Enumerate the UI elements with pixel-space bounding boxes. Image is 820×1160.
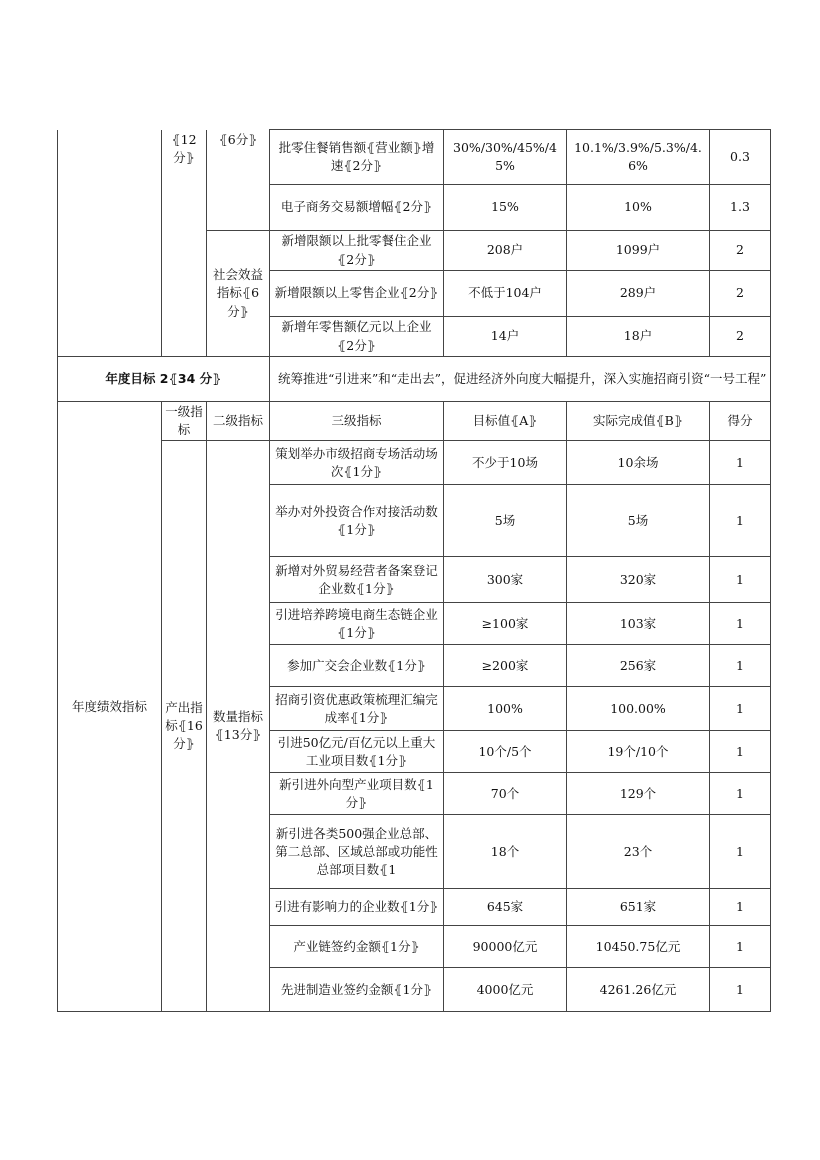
actual-value: 10450.75亿元	[567, 926, 710, 968]
score-value: 1	[710, 889, 771, 926]
indicator-name: 举办对外投资合作对接活动数⦃1分⦄	[270, 485, 444, 557]
score-value: 1	[710, 773, 771, 815]
target-value: 不少于10场	[444, 441, 567, 485]
target-value: 14户	[444, 317, 567, 357]
actual-value: 23个	[567, 815, 710, 889]
score-value: 1	[710, 557, 771, 603]
table-row	[58, 130, 771, 185]
goal2-description: 统筹推进“引进来”和“走出去”，促进经济外向度大幅提升，深入实施招商引资“一号工程”	[270, 357, 771, 402]
actual-value: 651家	[567, 889, 710, 926]
actual-value: 256家	[567, 645, 710, 687]
target-value: 15%	[444, 185, 567, 231]
target-value: 645家	[444, 889, 567, 926]
indicator-name: 引进有影响力的企业数⦃1分⦄	[270, 889, 444, 926]
actual-value: 4261.26亿元	[567, 968, 710, 1012]
section-cell: 年度绩效指标	[58, 402, 162, 1012]
target-value: 300家	[444, 557, 567, 603]
indicator-name: 产业链签约金额⦃1分⦄	[270, 926, 444, 968]
actual-value: 19个/10个	[567, 731, 710, 773]
target-value: ≥100家	[444, 603, 567, 645]
score-value: 1	[710, 603, 771, 645]
actual-value: 5场	[567, 485, 710, 557]
score-value: 1.3	[710, 185, 771, 231]
indicator-name: 策划举办市级招商专场活动场次⦃1分⦄	[270, 441, 444, 485]
indicator-name: 批零住餐销售额⦃营业额⦄增速⦃2分⦄	[270, 130, 444, 185]
target-value: 10个/5个	[444, 731, 567, 773]
section-cell-continued	[58, 130, 162, 357]
score-value: 2	[710, 271, 771, 317]
actual-value: 10%	[567, 185, 710, 231]
table-row	[58, 441, 771, 485]
actual-value: 100.00%	[567, 687, 710, 731]
indicator-name: 先进制造业签约金额⦃1分⦄	[270, 968, 444, 1012]
indicator-name: 新增对外贸易经营者备案登记企业数⦃1分⦄	[270, 557, 444, 603]
header-score: 得分	[710, 402, 771, 441]
header-level2: 二级指标	[207, 402, 270, 441]
target-value: 70个	[444, 773, 567, 815]
indicator-name: 新增限额以上零售企业⦃2分⦄	[270, 271, 444, 317]
score-value: 1	[710, 968, 771, 1012]
target-value: 18个	[444, 815, 567, 889]
level2-cell-continued: ⦃6分⦄	[207, 130, 270, 231]
target-value: 100%	[444, 687, 567, 731]
header-level3: 三级指标	[270, 402, 444, 441]
level2-cell: 数量指标⦃13分⦄	[207, 441, 270, 1012]
indicator-name: 新引进外向型产业项目数⦃1分⦄	[270, 773, 444, 815]
actual-value: 10余场	[567, 441, 710, 485]
score-value: 1	[710, 485, 771, 557]
score-value: 1	[710, 926, 771, 968]
indicator-name: 新增限额以上批零餐住企业⦃2分⦄	[270, 231, 444, 271]
indicator-name: 新引进各类500强企业总部、第二总部、区域总部或功能性总部项目数⦃1	[270, 815, 444, 889]
level2-cell-social: 社会效益指标⦃6分⦄	[207, 231, 270, 357]
target-value: 90000亿元	[444, 926, 567, 968]
level1-cell-continued: ⦃12分⦄	[162, 130, 207, 357]
actual-value: 320家	[567, 557, 710, 603]
header-target: 目标值⦃A⦄	[444, 402, 567, 441]
score-value: 2	[710, 231, 771, 271]
actual-value: 103家	[567, 603, 710, 645]
target-value: 4000亿元	[444, 968, 567, 1012]
target-value: 30%/30%/45%/45%	[444, 130, 567, 185]
actual-value: 18户	[567, 317, 710, 357]
actual-value: 10.1%/3.9%/5.3%/4.6%	[567, 130, 710, 185]
score-value: 2	[710, 317, 771, 357]
score-value: 1	[710, 815, 771, 889]
goal-row	[58, 357, 771, 402]
target-value: 5场	[444, 485, 567, 557]
header-row	[58, 402, 771, 441]
actual-value: 1099户	[567, 231, 710, 271]
goal2-label: 年度目标 2⦃34 分⦄	[58, 357, 270, 402]
score-value: 1	[710, 687, 771, 731]
actual-value: 289户	[567, 271, 710, 317]
target-value: 不低于104户	[444, 271, 567, 317]
indicator-name: 参加广交会企业数⦃1分⦄	[270, 645, 444, 687]
performance-table	[57, 129, 771, 1012]
indicator-name: 新增年零售额亿元以上企业⦃2分⦄	[270, 317, 444, 357]
target-value: 208户	[444, 231, 567, 271]
indicator-name: 招商引资优惠政策梳理汇编完成率⦃1分⦄	[270, 687, 444, 731]
level1-cell: 产出指标⦃16分⦄	[162, 441, 207, 1012]
header-actual: 实际完成值⦃B⦄	[567, 402, 710, 441]
score-value: 1	[710, 441, 771, 485]
indicator-name: 引进培养跨境电商生态链企业⦃1分⦄	[270, 603, 444, 645]
indicator-name: 电子商务交易额增幅⦃2分⦄	[270, 185, 444, 231]
score-value: 1	[710, 645, 771, 687]
score-value: 0.3	[710, 130, 771, 185]
target-value: ≥200家	[444, 645, 567, 687]
indicator-name: 引进50亿元/百亿元以上重大工业项目数⦃1分⦄	[270, 731, 444, 773]
actual-value: 129个	[567, 773, 710, 815]
score-value: 1	[710, 731, 771, 773]
header-level1: 一级指标	[162, 402, 207, 441]
